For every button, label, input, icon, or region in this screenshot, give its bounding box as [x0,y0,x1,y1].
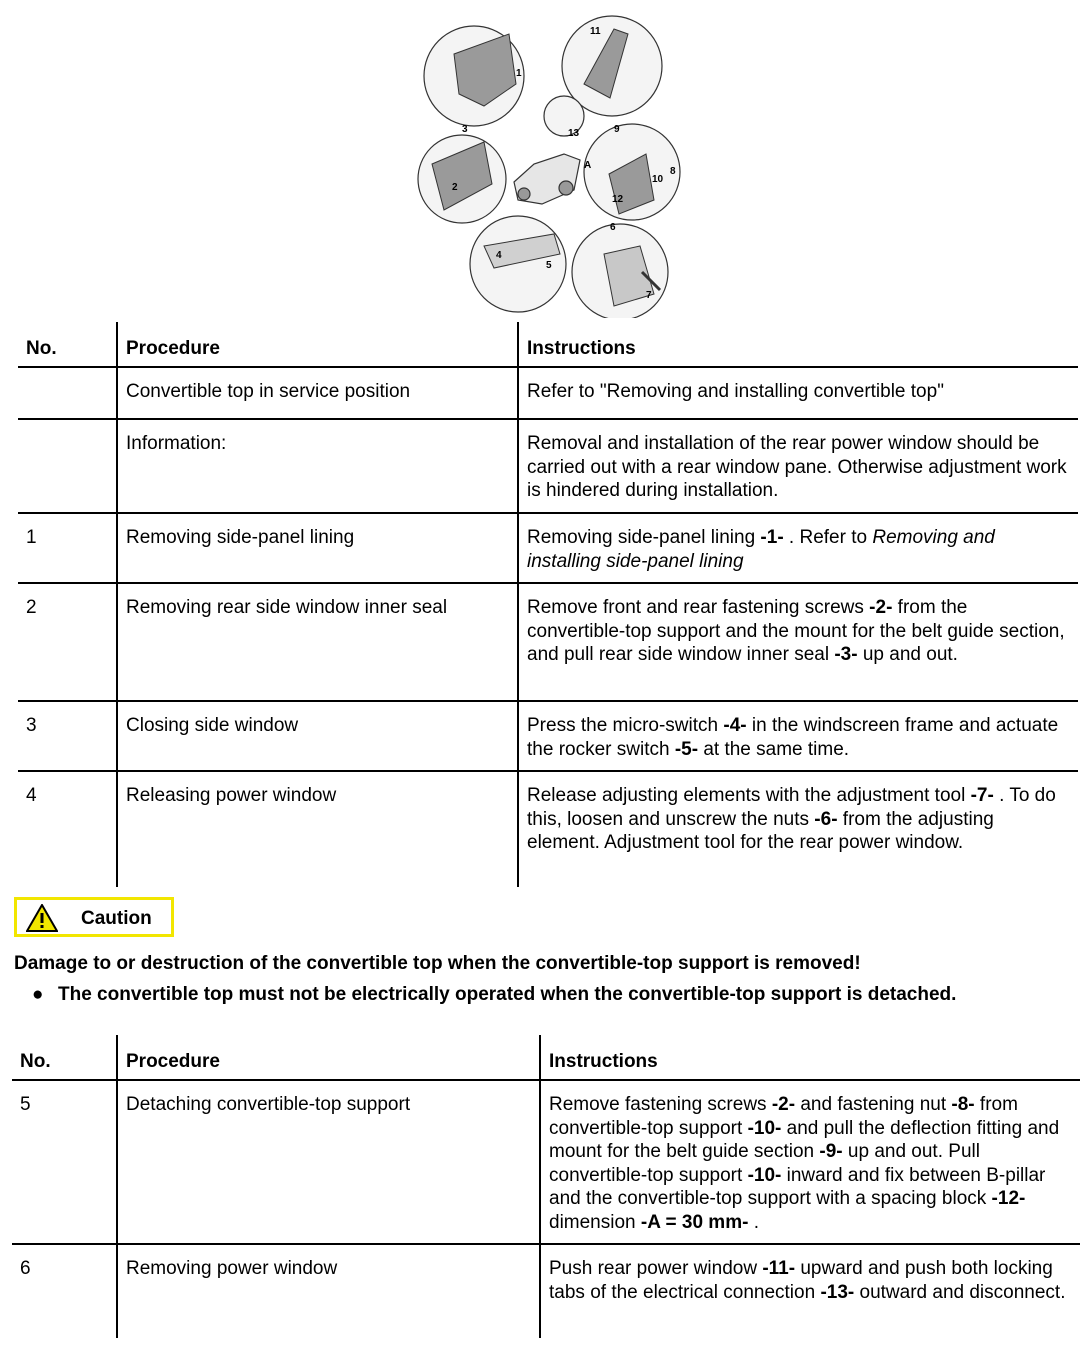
row-no: 4 [26,785,37,806]
callout-3: 3 [462,124,468,135]
row-no: 5 [12,1080,117,1244]
callout-4: 4 [496,250,502,261]
warning-triangle-icon [26,904,58,932]
row-no: 3 [18,701,117,771]
header-instructions: Instructions [540,1035,1080,1080]
callout-1: 1 [516,68,522,79]
car-silhouette [514,154,580,204]
row-no: 1 [18,513,117,583]
callout-7: 7 [646,290,652,301]
caution-label: Caution [81,908,152,929]
callout-11: 11 [590,26,601,37]
callout-8: 8 [670,166,676,177]
row-no [18,367,117,419]
header-no: No. [12,1035,117,1080]
header-procedure: Procedure [117,322,518,367]
row-instructions: Removing side-panel lining -1- . Refer to Removing and installing side-panel lining [518,513,1078,583]
row-no: 2 [18,583,117,701]
bullet-icon: ● [32,984,44,1005]
header-procedure: Procedure [117,1035,540,1080]
row-procedure: Closing side window [117,701,518,771]
row-instructions: Refer to "Removing and installing convertible top" [518,367,1078,419]
caution-title: Damage to or destruction of the convertible top when the convertible-top support is removed! [14,953,861,974]
row-procedure: Removing power window [117,1244,540,1338]
table-row [12,1244,1080,1338]
procedure-illustration [414,14,684,318]
callout-13: 13 [568,128,580,139]
illustration-drawing [414,14,684,318]
row-procedure: Convertible top in service position [117,367,518,419]
callout-2: 2 [452,182,458,193]
callout-6: 6 [610,222,616,233]
header-instructions: Instructions [518,322,1078,367]
procedure-table-1 [18,322,1078,887]
row-instructions: Press the micro-switch -4- in the windscreen frame and actuate the rocker switch -5- at the same time. [518,701,1078,771]
row-instructions: Removal and installation of the rear power window should be carried out with a rear window pane. Otherwise adjustment work is hindered during installation. [518,419,1078,513]
row-procedure: Releasing power window [117,771,518,887]
detail-circle-3 [470,216,566,312]
row-instructions: Remove front and rear fastening screws -2- from the convertible-top support and the mount for the belt guide section, and pull rear side window inner seal -3- up and out. [518,583,1078,701]
row-procedure: Detaching convertible-top support [117,1080,540,1244]
callout-10: 10 [652,174,664,185]
caution-bullet [32,984,956,1006]
table-header-row [18,322,1078,367]
table-row [18,771,1078,887]
table-row [18,513,1078,583]
caution-bullet-text: The convertible top must not be electrically operated when the convertible-top support is detached. [58,984,957,1005]
table-header-row [12,1035,1080,1080]
row-instructions: Push rear power window -11- upward and push both locking tabs of the electrical connection -13- outward and disconnect. [540,1244,1080,1338]
callout-A: A [584,160,592,171]
row-procedure: Information: [117,419,518,513]
table-row [18,367,1078,419]
header-no: No. [18,322,117,367]
callout-5: 5 [546,260,552,271]
procedure-table-2 [12,1035,1080,1338]
table-row [18,583,1078,701]
row-procedure: Removing rear side window inner seal [117,583,518,701]
table-row [18,419,1078,513]
callout-9: 9 [614,124,620,135]
row-procedure: Removing side-panel lining [117,513,518,583]
table-row [12,1080,1080,1244]
row-instructions: Remove fastening screws -2- and fastening nut -8- from convertible-top support -10- and pull the deflection fitting and mount for the belt guide section -9- up and out. Pull convertible-top support -10- inward and fix between B-pillar and the convertible-top support with a spacing block -12- dimension -A = 30 mm- . [540,1080,1080,1244]
row-instructions: Release adjusting elements with the adjustment tool -7- . To do this, loosen and unscrew the nuts -6- from the adjusting element. Adjustment tool for the rear power window. [518,771,1078,887]
row-no: 6 [20,1258,31,1279]
row-no [18,419,117,513]
callout-12: 12 [612,194,624,205]
caution-box [14,897,174,937]
table-row [18,701,1078,771]
